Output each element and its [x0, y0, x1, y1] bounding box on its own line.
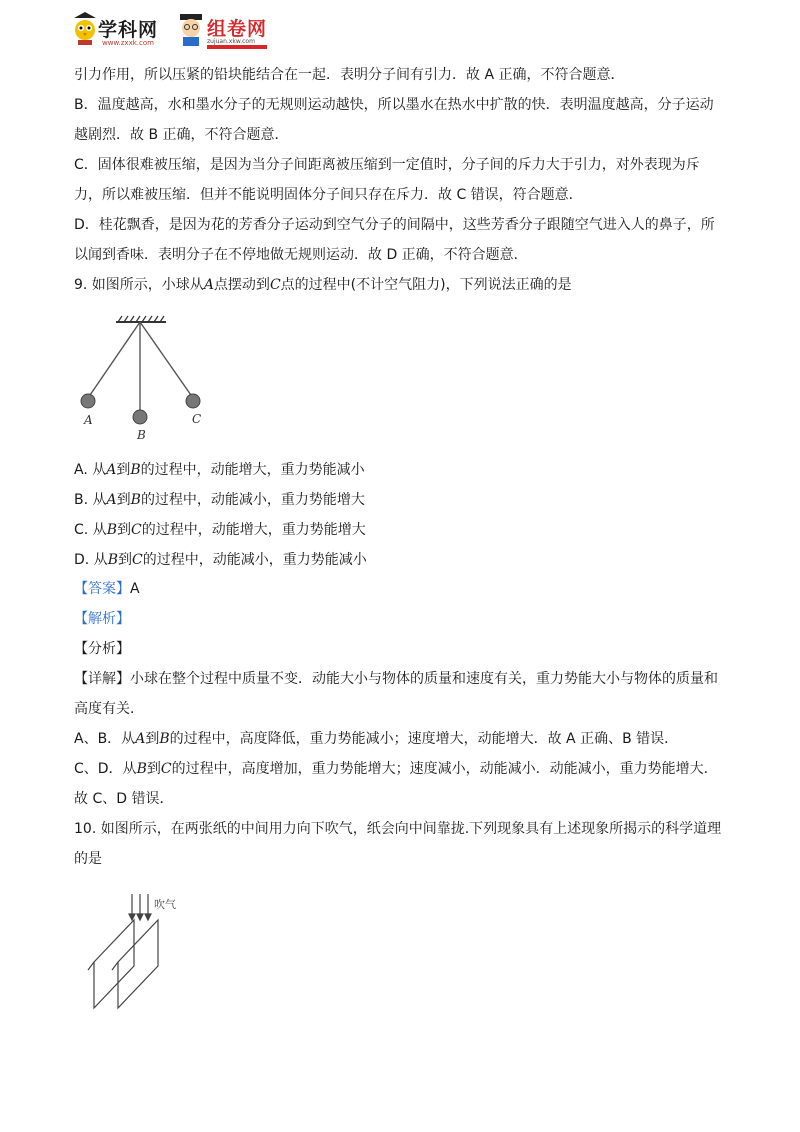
logo2-url: zujuan.xkw.com [207, 38, 255, 45]
paragraph-d: D．桂花飘香，是因为花的芳香分子运动到空气分子的间隔中，这些芳香分子跟随空气进入人的鼻子，所以闻到香味．表明分子在不停地做无规则运动．故 D 正确，不符合题意． [74, 217, 715, 263]
logo1-text: 学科网 [98, 19, 159, 41]
paragraph-a-continued: 引力作用，所以压紧的铅块能结合在一起．表明分子间有引力．故 A 正确，不符合题意． [74, 67, 625, 83]
header [72, 12, 332, 52]
q9-stem-c: 点的过程中(不计空气阻力)，下列说法正确的是 [280, 277, 572, 293]
question-9-stem [74, 270, 726, 300]
blowing-paper-figure [74, 890, 194, 1010]
q9-point-c: C [269, 277, 281, 293]
fig-label-a: A [84, 413, 93, 427]
option-d: D. 从B到C的过程中，动能减小，重力势能减小 [74, 552, 367, 568]
question-9-options [74, 455, 726, 575]
fenxi-tag: 【分析】 [74, 641, 130, 657]
paragraph-c: C．固体很难被压缩，是因为当分子间距离被压缩到一定值时，分子间的斥力大于引力，对外表现为斥力，所以难被压缩．但并不能说明固体分子间只存在斥力．故 C 错误，符合题意． [74, 157, 700, 203]
fig-label-b: B [137, 428, 146, 442]
option-a: A. 从A到B的过程中，动能增大，重力势能减小 [74, 462, 365, 478]
xiangjie-paragraph: 【详解】小球在整个过程中质量不变．动能大小与物体的质量和速度有关，重力势能大小与物体的质量和高度有关． [74, 671, 718, 717]
answer-tag: 【答案】 [74, 581, 130, 597]
answer-value: A [130, 581, 140, 597]
q9-stem-b: 点摆动到 [213, 277, 270, 293]
answer-line [74, 574, 726, 604]
owl-mascot-icon [72, 12, 98, 48]
analysis-ab: A、B．从A到B的过程中，高度降低，重力势能减小；速度增大，动能增大．故 A 正确、B 错误． [74, 731, 679, 747]
q9-stem-a: 9. 如图所示，小球从 [74, 277, 204, 293]
blow-label: 吹气 [154, 898, 176, 911]
option-c: C. 从B到C的过程中，动能增大，重力势能增大 [74, 522, 366, 538]
logo2-bar [207, 45, 267, 49]
q9-point-a: A [203, 277, 214, 293]
xuekewang-logo [72, 12, 167, 52]
logo1-url: www.zxxk.com [102, 39, 154, 47]
student-mascot-icon [177, 12, 205, 48]
paragraph-b: B．温度越高，水和墨水分子的无规则运动越快，所以墨水在热水中扩散的快．表明温度越高，分子运动越剧烈．故 B 正确，不符合题意． [74, 97, 714, 143]
pendulum-figure [74, 312, 214, 447]
fig-label-c: C [192, 412, 202, 426]
option-b: B. 从A到B的过程中，动能减小，重力势能增大 [74, 492, 365, 508]
analysis-cd: C、D．从B到C的过程中，高度增加，重力势能增大；速度减小，动能减小．动能减小，重力势能增大．故 C、D 错误． [74, 761, 718, 807]
question-10-stem: 10. 如图所示，在两张纸的中间用力向下吹气，纸会向中间靠拢.下列现象具有上述现象所揭示的科学道理的是 [74, 821, 722, 867]
document-body [74, 60, 726, 300]
logo2-text: 组卷网 [207, 18, 268, 40]
jiexi-tag: 【解析】 [74, 611, 130, 627]
question-9-answer [74, 574, 726, 874]
zujuanwang-logo [177, 12, 277, 52]
